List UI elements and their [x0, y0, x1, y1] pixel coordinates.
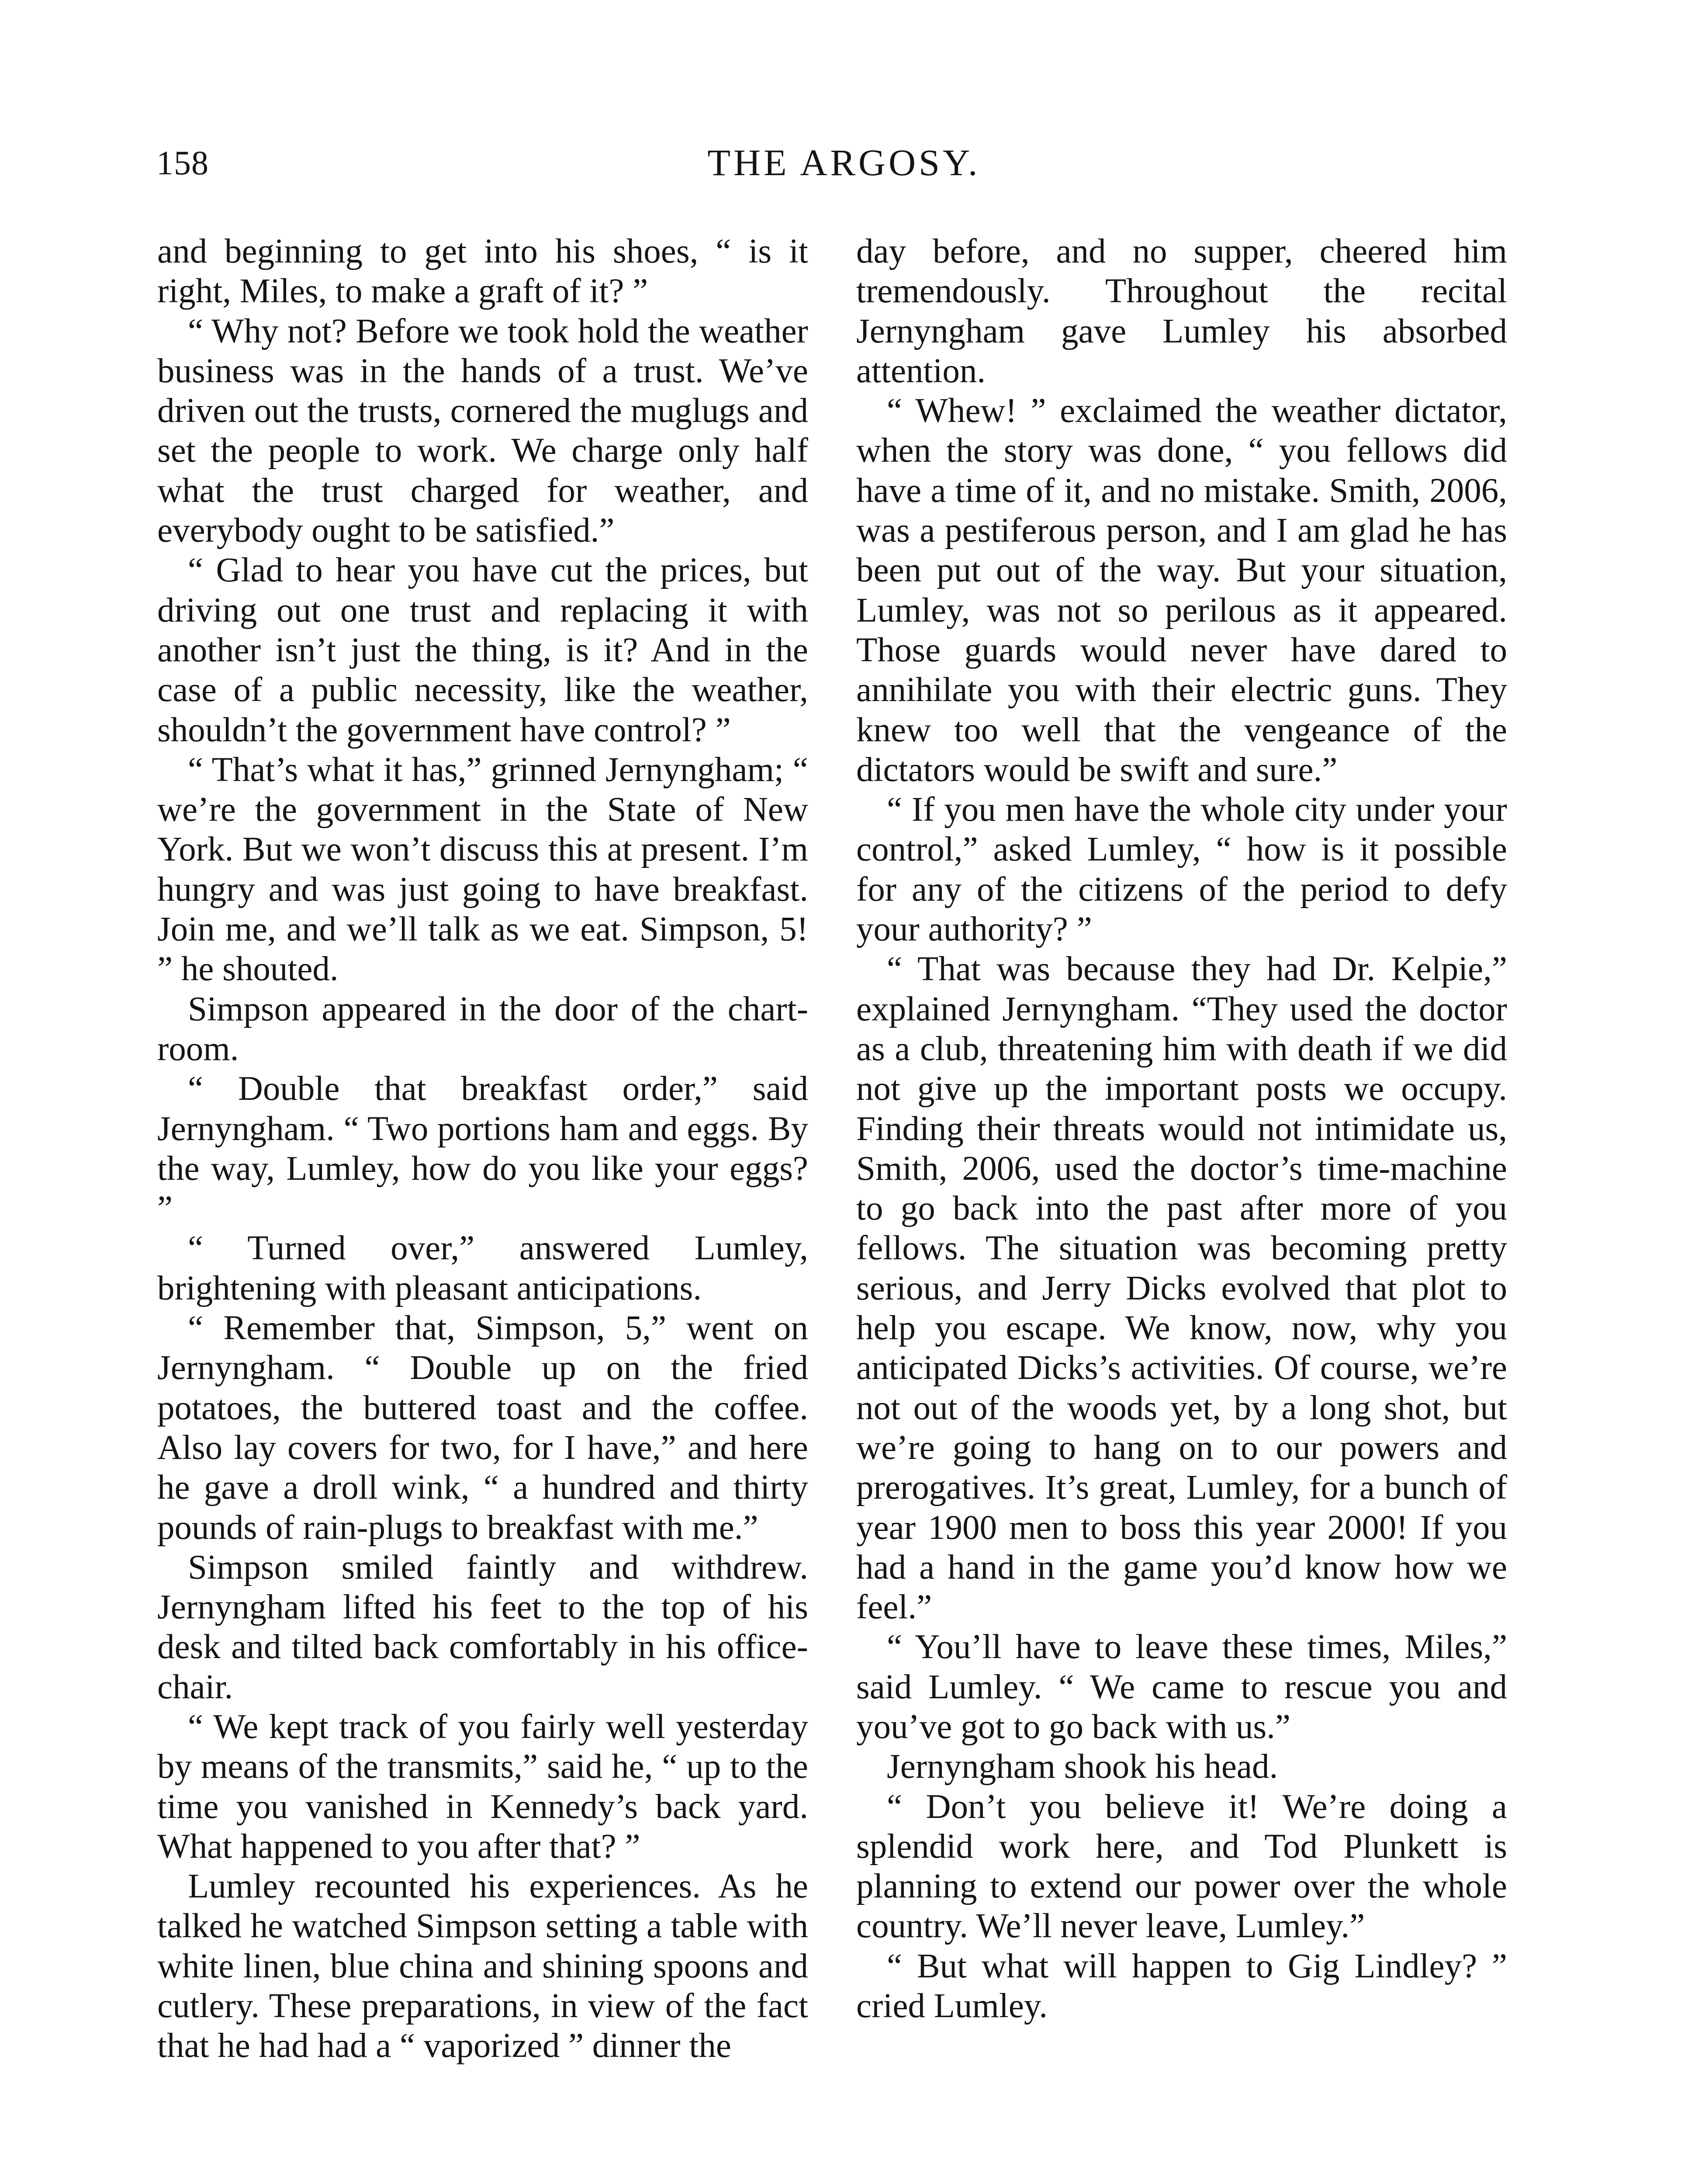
- paragraph: “ Why not? Before we took hold the weather business was in the hands of a trust. We’ve driven out the trusts, cornered the muglugs and set the people to work. We charge only half what the trust charged for weather, and everybody ought to be satisfied.”: [157, 312, 808, 550]
- paragraph: “ But what will happen to Gig Lindley? ” cried Lumley.: [856, 1947, 1507, 2025]
- paragraph: and beginning to get into his shoes, “ is it right, Miles, to make a graft of it? ”: [157, 232, 808, 311]
- paragraph: “ Whew! ” exclaimed the weather dictator, when the story was done, “ you fellows did have a time of it, and no mistake. Smith, 2006, was a pestiferous person, and I am glad he has been put out of the way. But your situation, Lumley, was not so perilous as it appeared. Those guards would never have dared to annihilate you with their electric guns. They knew too well that the vengeance of the dictators would be swift and sure.”: [856, 392, 1507, 789]
- paragraph: Simpson appeared in the door of the chart-room.: [157, 990, 808, 1068]
- paragraph: “ Glad to hear you have cut the prices, but driving out one trust and replacing it with another isn’t just the thing, is it? And in the case of a public necessity, like the weather, shouldn’t the government have control? ”: [157, 551, 808, 749]
- left-column: [157, 232, 808, 2066]
- paragraph: day before, and no supper, cheered him tremendously. Throughout the recital Jernyngham gave Lumley his absorbed attention.: [856, 232, 1507, 390]
- paragraph: Jernyngham shook his head.: [887, 1748, 1278, 1786]
- right-column: [856, 232, 1507, 2026]
- paragraph: “ That’s what it has,” grinned Jernyngham; “ we’re the government in the State of New York. But we won’t discuss this at present. I’m hungry and was just going to have breakfast. Join me, and we’ll talk as we eat. Simpson, 5! ” he shouted.: [157, 750, 808, 988]
- paragraph: “ We kept track of you fairly well yesterday by means of the transmits,” said he, “ up to the time you vanished in Kennedy’s back yard. What happened to you after that? ”: [157, 1707, 808, 1866]
- paragraph: “ If you men have the whole city under your control,” asked Lumley, “ how is it possible for any of the citizens of the period to defy your authority? ”: [856, 791, 1507, 949]
- paragraph: “ Turned over,” answered Lumley, brightening with pleasant anticipations.: [157, 1229, 808, 1307]
- paragraph: “ Remember that, Simpson, 5,” went on Jernyngham. “ Double up on the fried potatoes, the buttered toast and the coffee. Also lay covers for two, for I have,” and here he gave a droll wink, “ a hundred and thirty pounds of rain-plugs to breakfast with me.”: [157, 1309, 808, 1547]
- paragraph: “ Don’t you believe it! We’re doing a splendid work here, and Tod Plunkett is planning to extend our power over the whole country. We’ll never leave, Lumley.”: [856, 1787, 1507, 1946]
- paragraph: “ You’ll have to leave these times, Miles,” said Lumley. “ We came to rescue you and you’ve got to go back with us.”: [856, 1628, 1507, 1746]
- paragraph: “ Double that breakfast order,” said Jernyngham. “ Two portions ham and eggs. By the way, Lumley, how do you like your eggs? ”: [157, 1070, 808, 1228]
- paragraph: Simpson smiled faintly and withdrew. Jernyngham lifted his feet to the top of his desk and tilted back comfortably in his office-chair.: [157, 1548, 808, 1706]
- running-head: THE ARGOSY.: [707, 142, 981, 183]
- paragraph: Lumley recounted his experiences. As he talked he watched Simpson setting a table with white linen, blue china and shining spoons and cutlery. These preparations, in view of the fact that he had had a “ vaporized ” dinner the: [157, 1867, 808, 2065]
- page-number: 158: [156, 144, 209, 182]
- paragraph: “ That was because they had Dr. Kelpie,” explained Jernyngham. “They used the doctor as a club, threatening him with death if we did not give up the important posts we occupy. Finding their threats would not intimidate us, Smith, 2006, used the doctor’s time-machine to go back into the past after more of you fellows. The situation was becoming pretty serious, and Jerry Dicks evolved that plot to help you escape. We know, now, why you anticipated Dicks’s activities. Of course, we’re not out of the woods yet, by a long shot, but we’re going to hang on to our powers and prerogatives. It’s great, Lumley, for a bunch of year 1900 men to boss this year 2000! If you had a hand in the game you’d know how we feel.”: [856, 950, 1507, 1627]
